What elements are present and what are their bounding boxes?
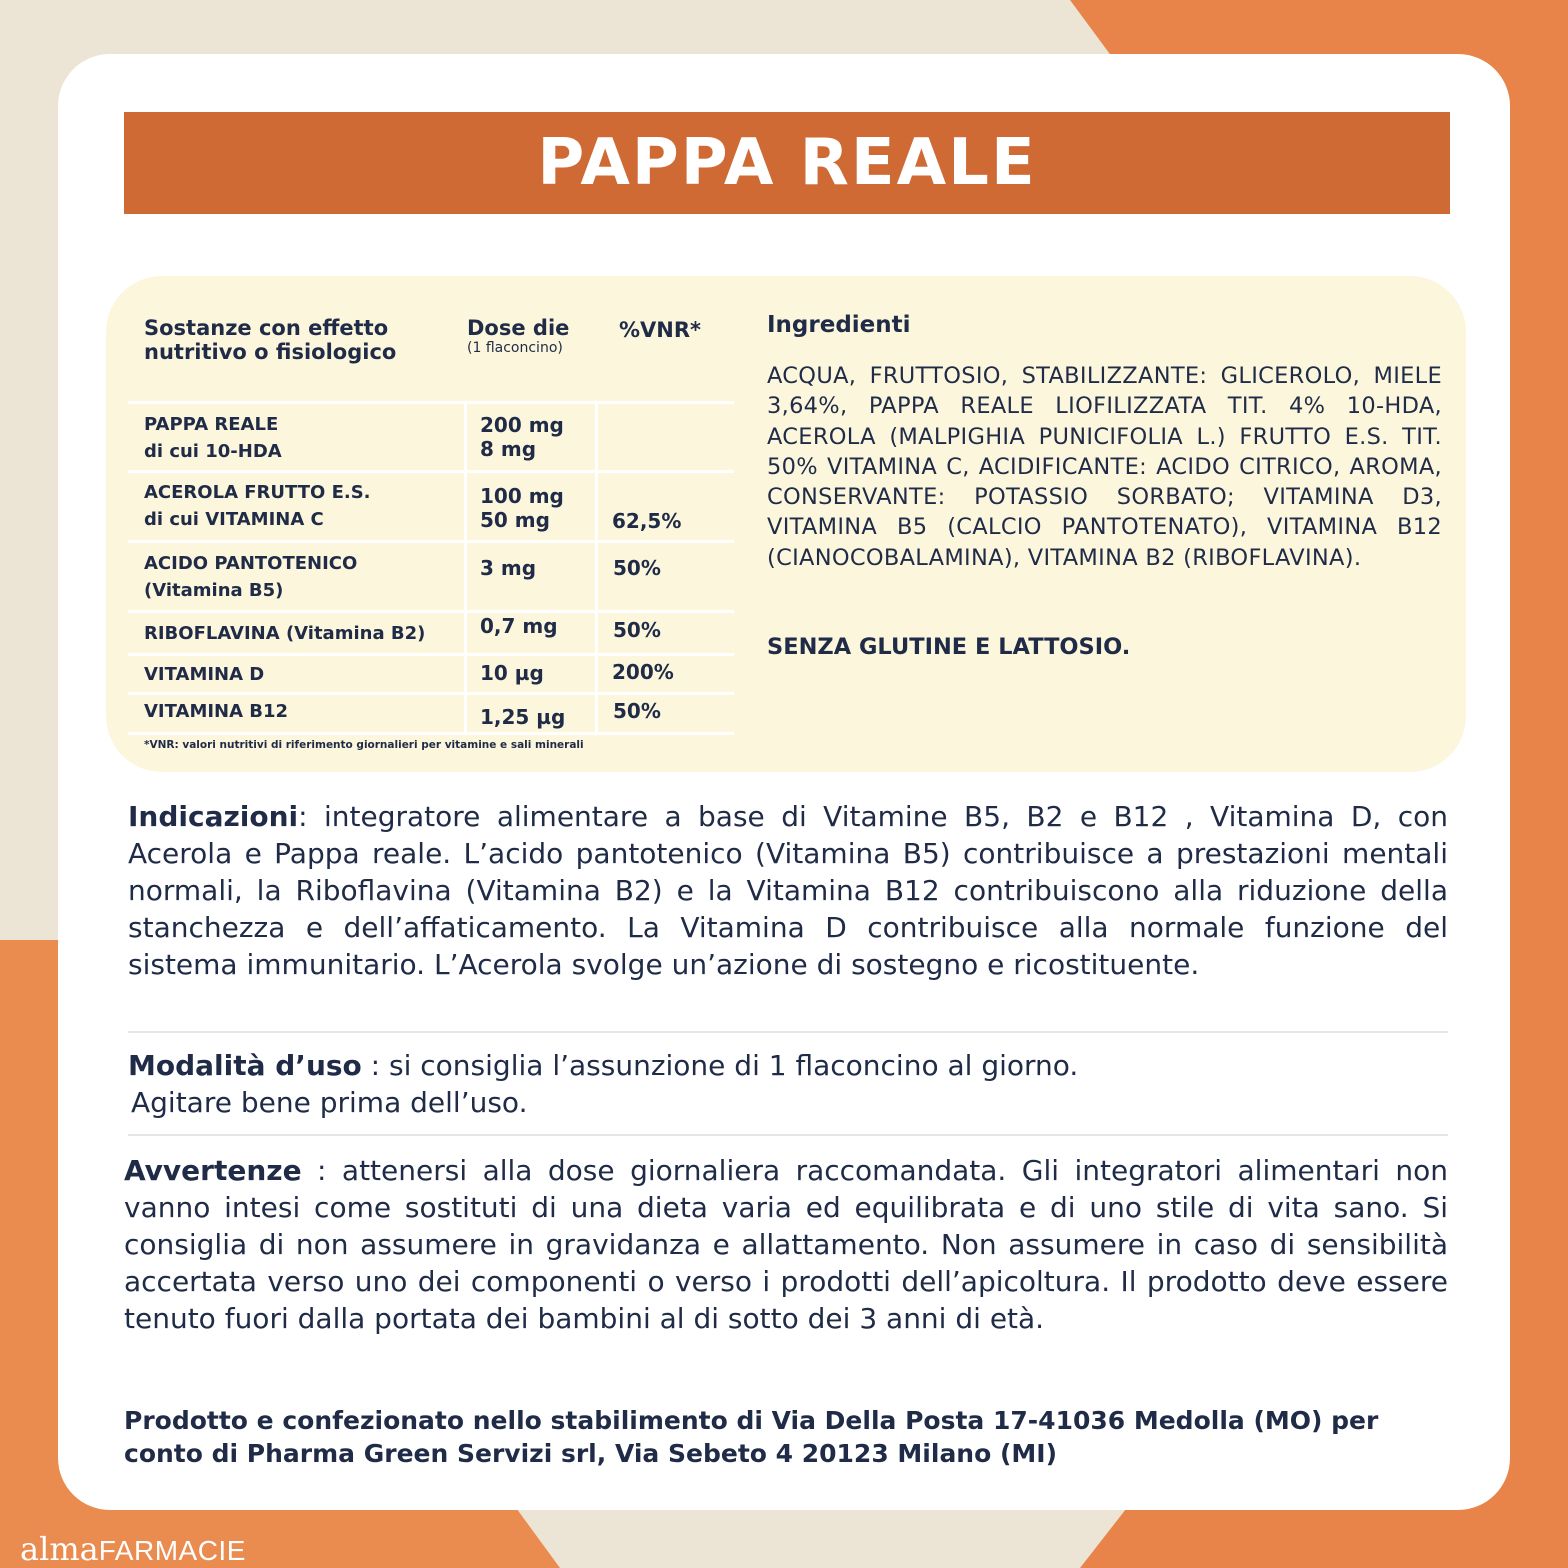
row-dose-line1: 200 mg: [480, 413, 564, 437]
table-row-vnr: 50%: [613, 699, 661, 723]
row-dose-line1: 100 mg: [480, 484, 564, 508]
table-line: [595, 401, 598, 732]
usage-line2: Agitare bene prima dell’uso.: [131, 1086, 528, 1119]
row-dose-line2: 50 mg: [480, 508, 550, 532]
warnings-label: Avvertenze: [124, 1154, 302, 1187]
table-line: [128, 732, 734, 735]
table-row-name: [144, 411, 282, 465]
row-name-line1: ACEROLA FRUTTO E.S.: [144, 482, 371, 503]
table-line: [128, 470, 734, 473]
page-title: PAPPA REALE: [537, 126, 1037, 200]
producer-info: Prodotto e confezionato nello stabilimento di Via Della Posta 17-41036 Medolla (MO) per conto di Pharma Green Servizi srl, Via Sebeto 4 20123 Milano (MI): [124, 1406, 1379, 1468]
title-banner: [124, 112, 1450, 214]
usage-text: : si consiglia l’assunzione di 1 flaconcino al giorno.: [361, 1049, 1079, 1082]
table-row-name: VITAMINA B12: [144, 701, 289, 722]
brand-logo: [20, 1530, 246, 1568]
table-line: [464, 401, 467, 732]
header-substances-line1: Sostanze con effetto: [144, 316, 389, 340]
row-name-line2: di cui VITAMINA C: [144, 509, 324, 530]
header-substances-line2: nutritivo o fisiologico: [144, 340, 397, 364]
row-name-line2: di cui 10-HDA: [144, 441, 282, 462]
table-line: [128, 653, 734, 656]
header-dose: [467, 316, 569, 356]
brand-logo-part1: alma: [20, 1530, 99, 1568]
row-name-line1: PAPPA REALE: [144, 414, 279, 435]
header-vnr: %VNR*: [619, 318, 702, 342]
ingredients-title: Ingredienti: [767, 312, 911, 338]
ingredients-text: ACQUA, FRUTTOSIO, STABILIZZANTE: GLICEROLO, MIELE 3,64%, PAPPA REALE LIOFILIZZATA TIT. 4% 10-HDA, ACEROLA (MALPIGHIA PUNICIFOLIA L.) FRUTTO E.S. TIT. 50% VITAMINA C, ACIDIFICANTE: ACIDO CITRICO, AROMA, CONSERVANTE: POTASSIO SORBATO; VITAMINA D3, VITAMINA B5 (CALCIO PANTOTENATO), VITAMINA B12 (CIANOCOBALAMINA), VITAMINA B2 (RIBOFLAVINA).: [767, 363, 1442, 571]
table-row-dose: 1,25 µg: [480, 705, 566, 729]
table-row-name: VITAMINA D: [144, 664, 265, 685]
brand-logo-part2: FARMACIE: [98, 1535, 246, 1566]
indications-text: : integratore alimentare a base di Vitamine B5, B2 e B12 , Vitamina D, con Acerola e Pappa reale. L’acido pantotenico (Vitamina B5) contribuisce a prestazioni mentali normali, la Riboflavina (Vitamina B2) e la Vitamina B12 contribuiscono alla riduzione della stanchezza e dell’affaticamento. La Vitamina D contribuisce alla normale funzione del sistema immunitario. L’Acerola svolge un’azione di sostegno e ricostituente.: [128, 800, 1448, 981]
header-dose-label: Dose die: [467, 316, 570, 340]
warnings-text: : attenersi alla dose giornaliera raccomandata. Gli integratori alimentari non vanno intesi come sostituti di una dieta varia ed equilibrata e di uno stile di vita sano. Si consiglia di non assumere in gravidanza e allattamento. Non assumere in caso di sensibilità accertata verso uno dei componenti o verso i prodotti dell’apicoltura. Il prodotto deve essere tenuto fuori dalla portata dei bambini al di sotto dei 3 anni di età.: [124, 1154, 1448, 1335]
row-name-line2: (Vitamina B5): [144, 580, 284, 601]
table-row-vnr: 62,5%: [612, 509, 682, 533]
table-row-dose: [480, 413, 564, 461]
row-dose-line2: 8 mg: [480, 437, 537, 461]
table-line: [128, 540, 734, 543]
section-divider: [128, 1031, 1448, 1033]
header-dose-sub: (1 flaconcino): [467, 340, 563, 356]
table-row-vnr: 200%: [612, 660, 674, 684]
table-row-dose: [480, 484, 564, 532]
usage-paragraph: [128, 1047, 1448, 1121]
table-row-name: RIBOFLAVINA (Vitamina B2): [144, 623, 426, 644]
indications-paragraph: [128, 798, 1448, 983]
row-name-line1: ACIDO PANTOTENICO: [144, 553, 358, 574]
header-substances: [144, 316, 396, 364]
usage-label: Modalità d’uso: [128, 1049, 362, 1082]
table-line: [128, 610, 734, 613]
section-divider: [128, 1134, 1448, 1136]
table-row-vnr: 50%: [613, 556, 661, 580]
table-row-name: [144, 479, 371, 533]
table-row-dose: 10 µg: [480, 661, 544, 685]
table-footnote: *VNR: valori nutritivi di riferimento giornalieri per vitamine e sali minerali: [144, 739, 584, 751]
table-line: [128, 692, 734, 695]
ingredients-note: SENZA GLUTINE E LATTOSIO.: [767, 634, 1131, 660]
table-row-vnr: 50%: [613, 618, 661, 642]
table-row-name: [144, 550, 357, 604]
table-row-dose: 3 mg: [480, 556, 537, 580]
indications-label: Indicazioni: [128, 800, 299, 833]
warnings-paragraph: [124, 1152, 1448, 1337]
table-line: [128, 401, 734, 404]
table-row-dose: 0,7 mg: [480, 614, 558, 638]
